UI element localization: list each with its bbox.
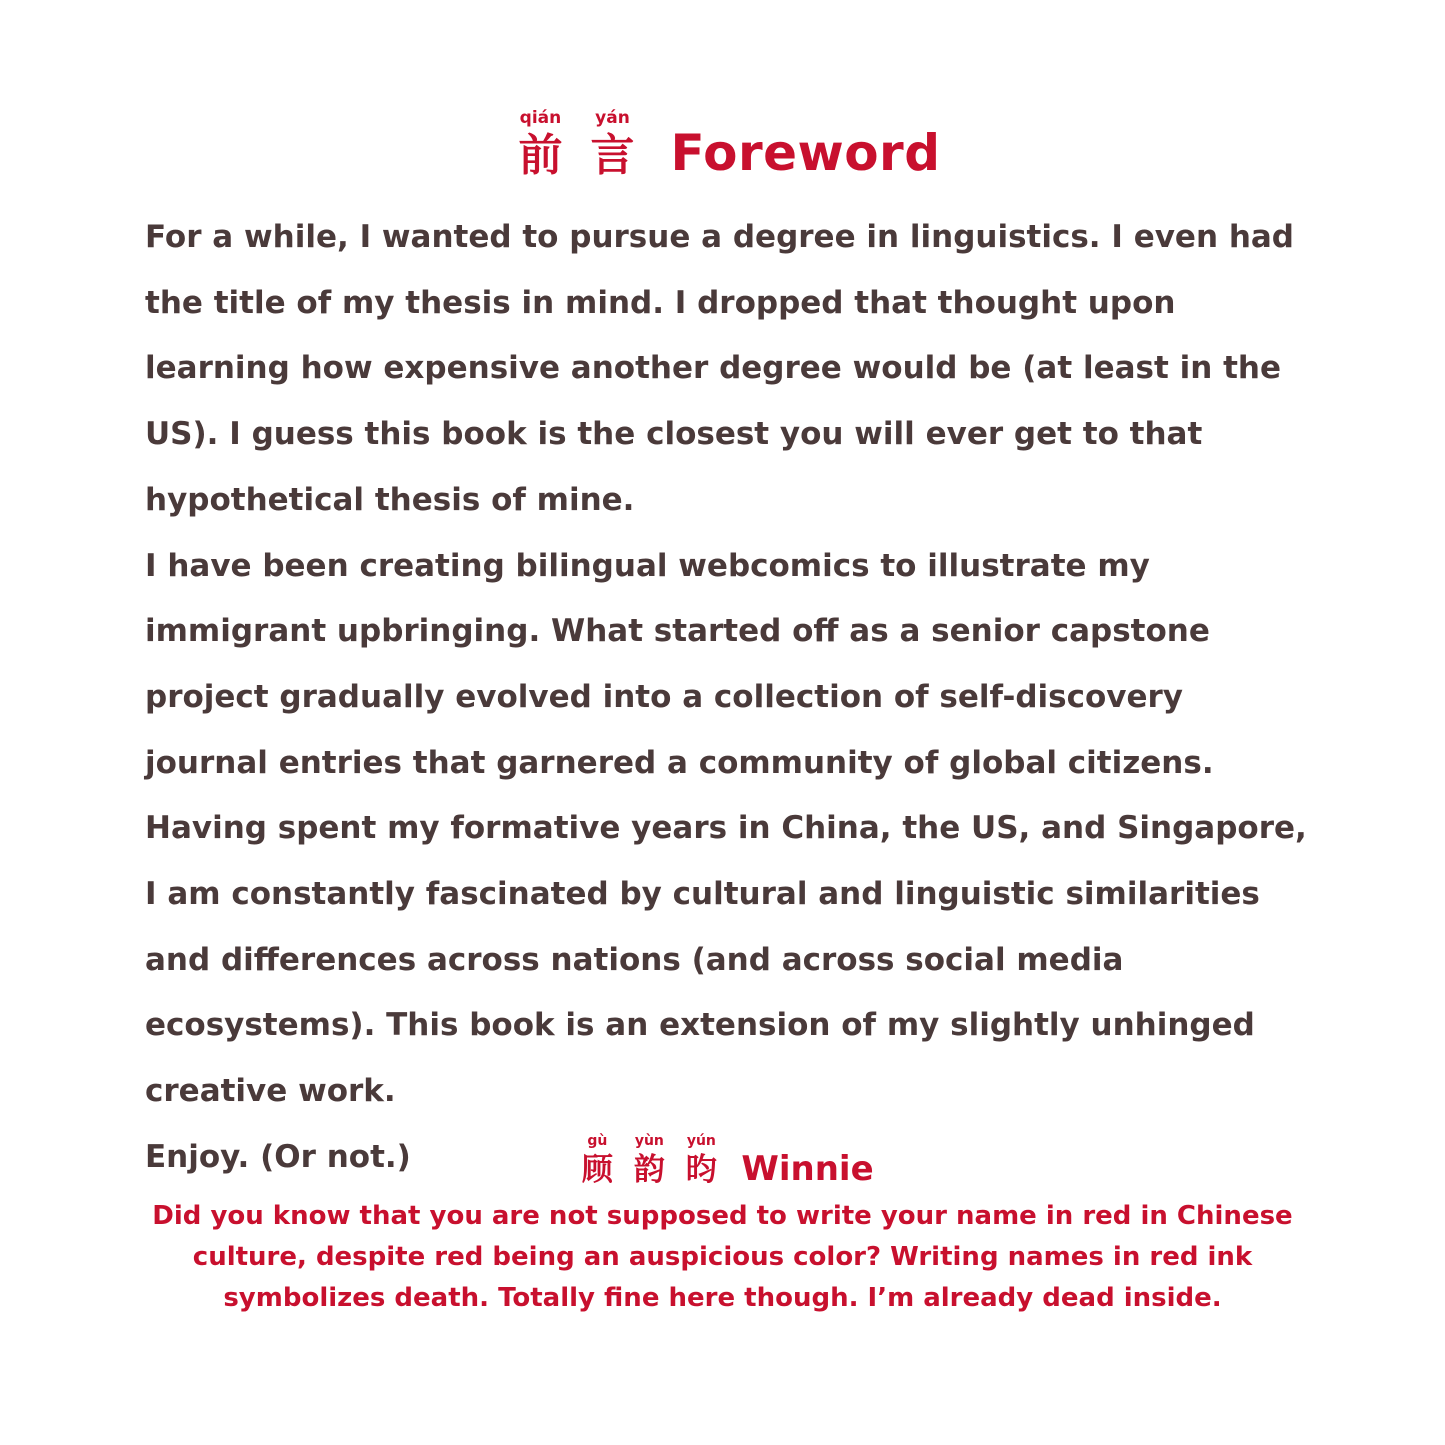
- foreword-heading: [0, 108, 1445, 182]
- heading-char-2: [585, 108, 639, 182]
- page-title: Foreword: [670, 124, 941, 182]
- foreword-body: [145, 205, 1315, 1191]
- signature-char-3: [681, 1133, 721, 1189]
- body-paragraph-1: For a while, I wanted to pursue a degree in linguistics. I even had the title of my thesis in mind. I dropped that thought upon learning how expensive another degree would be (at least in the US). I guess this book is the closest you will ever get to that hypothetical thesis of mine.: [145, 219, 1294, 518]
- signature-char-1-pinyin: gù: [587, 1133, 608, 1149]
- footnote-text: Did you know that you are not supposed to write your name in red in Chinese culture, despite red being an auspicious color? Writing names in red ink symbolizes death. Totally fine here though. I’m already dead inside.: [152, 1201, 1293, 1313]
- author-signature: [0, 1133, 1445, 1189]
- signature-char-2: [629, 1133, 669, 1189]
- signature-char-1-hanzi: 顾: [581, 1152, 613, 1188]
- body-paragraph-2: I have been creating bilingual webcomics to illustrate my immigrant upbringing. What started off as a senior capstone project gradually evolved into a collection of self-discovery journal entries that garnered a community of global citizens. Having spent my formative years in China, the US, and Singapore, I am constantly fascinated by cultural and linguistic similarities and differences across nations (and across social media ecosystems). This book is an extension of my slightly unhinged creative work.: [145, 547, 1307, 1110]
- body-paragraph-3: Enjoy. (Or not.): [145, 1138, 411, 1175]
- heading-char-1: [513, 108, 567, 182]
- heading-char-2-hanzi: 言: [590, 130, 635, 181]
- signature-char-1: [577, 1133, 617, 1189]
- heading-char-1-hanzi: 前: [518, 130, 563, 181]
- signature-char-3-pinyin: yún: [686, 1133, 716, 1149]
- signature-char-2-hanzi: 韵: [633, 1152, 665, 1188]
- signature-char-3-hanzi: 昀: [685, 1152, 717, 1188]
- heading-char-2-pinyin: yán: [595, 108, 630, 128]
- author-name: Winnie: [741, 1149, 874, 1189]
- heading-char-1-pinyin: qián: [519, 108, 562, 128]
- signature-char-2-pinyin: yùn: [634, 1133, 664, 1149]
